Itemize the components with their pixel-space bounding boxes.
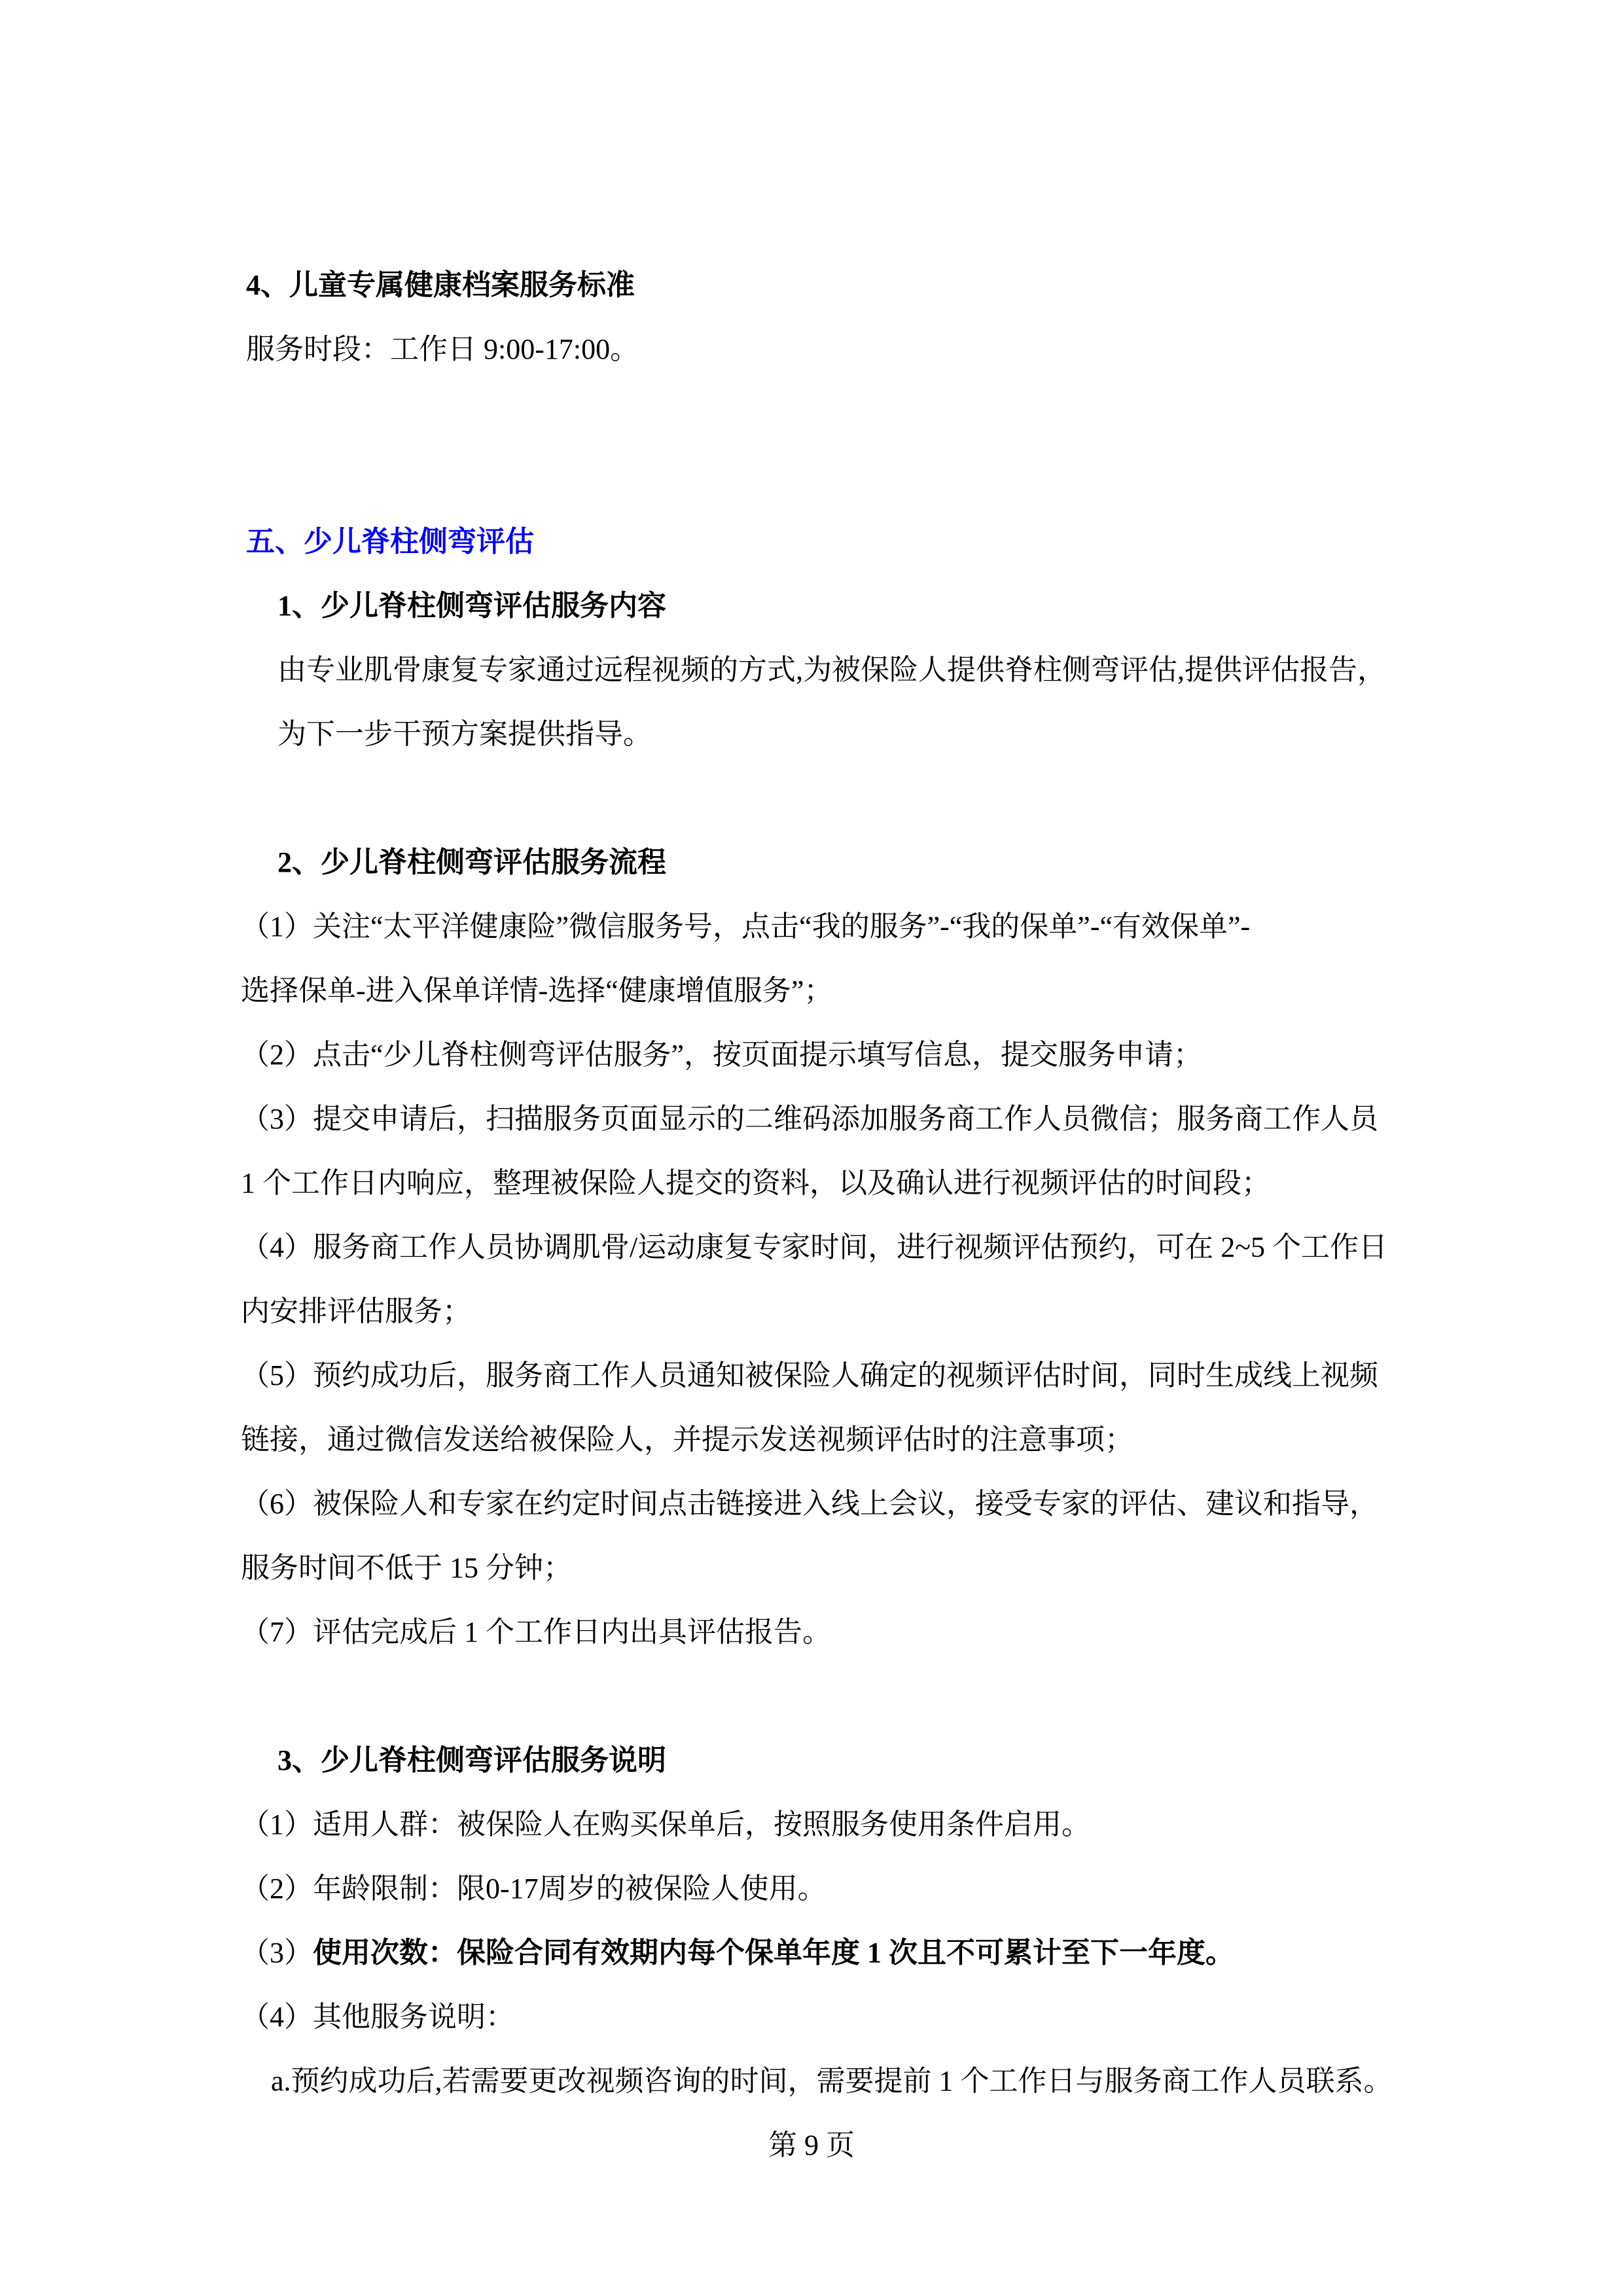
text-line: （3）提交申请后，扫描服务页面显示的二维码添加服务商工作人员微信；服务商工作人员	[241, 1103, 1378, 1135]
text-line	[241, 1936, 1234, 1970]
sub-heading: 4、儿童专属健康档案服务标准	[246, 269, 635, 301]
sub-heading: 1、少儿脊柱侧弯评估服务内容	[277, 590, 666, 622]
text-run: 使用次数：保险合同有效期内每个保单年度 1 次且不可累计至下一年度。	[313, 1937, 1234, 1969]
text-line: （7）评估完成后 1 个工作日内出具评估报告。	[241, 1616, 831, 1648]
page-footer	[0, 2128, 1623, 2162]
sub-heading: 2、少儿脊柱侧弯评估服务流程	[277, 846, 666, 878]
text-run: （3）	[241, 1937, 313, 1969]
section-heading: 五、少儿脊柱侧弯评估	[246, 526, 534, 558]
text-line: （6）被保险人和专家在约定时间点击链接进入线上会议，接受专家的评估、建议和指导，	[241, 1488, 1378, 1520]
text-line: （4）服务商工作人员协调肌骨/运动康复专家时间，进行视频评估预约，可在 2~5 个工作日	[241, 1231, 1388, 1263]
text-line: （1）关注“太平洋健康险”微信服务号，点击“我的服务”-“我的保单”-“有效保单”-	[241, 910, 1251, 942]
text-line: （4）其他服务说明：	[241, 2001, 514, 2033]
text-line: （1）适用人群：被保险人在购买保单后，按照服务使用条件启用。	[241, 1808, 1090, 1840]
text-line: 为下一步干预方案提供指导。	[277, 718, 652, 750]
page-number: 第 9 页	[768, 2129, 855, 2161]
text-line: （2）年龄限制：限0-17周岁的被保险人使用。	[241, 1873, 827, 1905]
text-line: 1 个工作日内响应，整理被保险人提交的资料，以及确认进行视频评估的时间段；	[241, 1167, 1270, 1199]
text-line: 链接，通过微信发送给被保险人，并提示发送视频评估时的注意事项；	[241, 1424, 1133, 1456]
sub-heading: 3、少儿脊柱侧弯评估服务说明	[277, 1744, 666, 1776]
text-line: 选择保单-进入保单详情-选择“健康增值服务”；	[241, 975, 833, 1007]
text-line: 内安排评估服务；	[241, 1295, 471, 1327]
text-line: （2）点击“少儿脊柱侧弯评估服务”，按页面提示填写信息，提交服务申请；	[241, 1039, 1203, 1071]
text-line: a.预约成功后,若需要更改视频咨询的时间，需要提前 1 个工作日与服务商工作人员联系。	[271, 2065, 1393, 2097]
text-line: 由专业肌骨康复专家通过远程视频的方式,为被保险人提供脊柱侧弯评估,提供评估报告，	[277, 654, 1386, 686]
text-line: 服务时段：工作日 9:00-17:00。	[246, 333, 639, 365]
text-line: 服务时间不低于 15 分钟；	[241, 1552, 572, 1584]
text-line: （5）预约成功后，服务商工作人员通知被保险人确定的视频评估时间，同时生成线上视频	[241, 1359, 1378, 1391]
